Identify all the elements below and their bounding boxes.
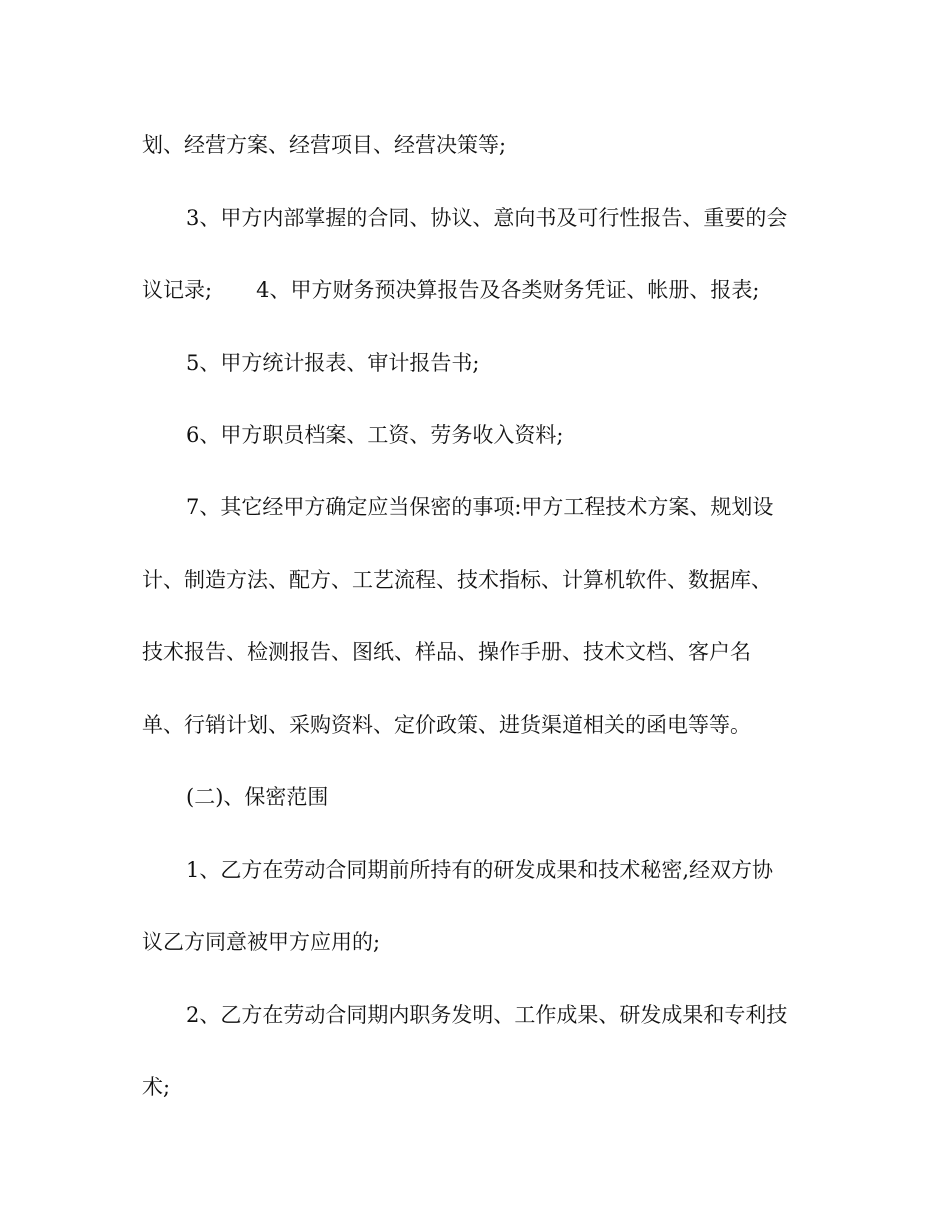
text-line: 3、甲方内部掌握的合同、协议、意向书及可行性报告、重要的会 <box>186 206 788 230</box>
section-heading: (二)、保密范围 <box>186 785 329 809</box>
text-line: 术; <box>142 1075 171 1099</box>
text-line: 7、其它经甲方确定应当保密的事项:甲方工程技术方案、规划设 <box>186 495 774 519</box>
text-line: 计、制造方法、配方、工艺流程、技术指标、计算机软件、数据库、 <box>142 568 772 592</box>
text-line: 划、经营方案、经营项目、经营决策等; <box>142 133 507 157</box>
text-segment: 议记录; <box>142 278 213 302</box>
text-line: 5、甲方统计报表、审计报告书; <box>186 351 480 375</box>
text-line: 1、乙方在劳动合同期前所持有的研发成果和技术秘密,经双方协 <box>186 858 774 882</box>
text-line: 6、甲方职员档案、工资、劳务收入资料; <box>186 423 564 447</box>
text-line: 2、乙方在劳动合同期内职务发明、工作成果、研发成果和专利技 <box>186 1003 788 1027</box>
text-line: 技术报告、检测报告、图纸、样品、操作手册、技术文档、客户名 <box>142 640 751 664</box>
text-line <box>142 275 842 305</box>
text-line: 议乙方同意被甲方应用的; <box>142 930 381 954</box>
text-line: 单、行销计划、采购资料、定价政策、进货渠道相关的函电等等。 <box>142 713 751 737</box>
text-segment: 4、甲方财务预决算报告及各类财务凭证、帐册、报表; <box>256 278 760 302</box>
